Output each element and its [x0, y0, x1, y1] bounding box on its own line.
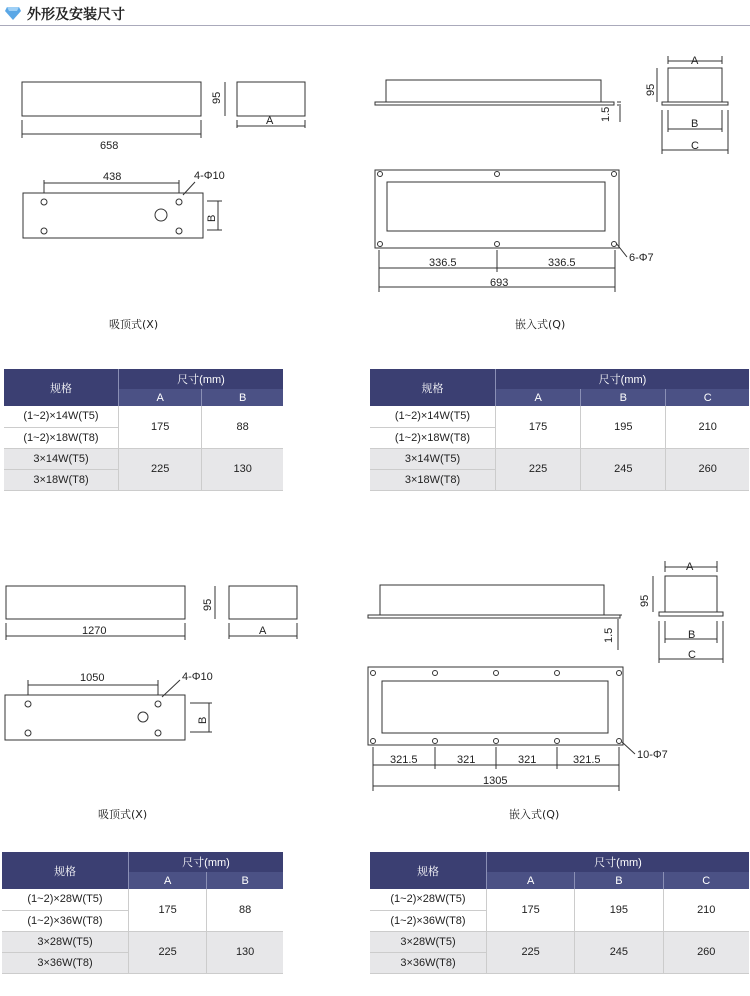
recessed-drawing-1: [365, 50, 750, 295]
col-a-header: A: [487, 872, 575, 889]
col-spec-header: 规格: [370, 852, 487, 889]
value-b: 88: [207, 889, 283, 931]
table-row: [2, 889, 283, 910]
table-row: [4, 406, 283, 427]
col-size-header: 尺寸(mm): [496, 369, 750, 389]
spec-cell: 3×14W(T5): [404, 452, 461, 465]
value-a: 225: [487, 931, 575, 973]
hole-spec: 4-Φ10: [194, 170, 225, 182]
section-header: [0, 0, 750, 26]
dim-side-a: A: [266, 115, 274, 127]
value-b: 130: [207, 931, 283, 973]
spec-cell: 3×36W(T8): [400, 956, 456, 969]
col-spec-header: 规格: [370, 369, 496, 406]
table-row: [4, 448, 283, 469]
spec-cell: (1~2)×28W(T5): [390, 893, 466, 906]
dim-hole-span: 438: [103, 171, 122, 183]
spec-cell: 3×14W(T5): [33, 452, 89, 465]
col-spec-header: 规格: [2, 852, 129, 889]
value-a: 175: [129, 889, 207, 931]
value-c: 260: [666, 448, 749, 490]
table-row: [2, 931, 283, 952]
value-c: 210: [663, 889, 749, 931]
dim-height: 95: [202, 598, 214, 611]
dim-total: 1305: [483, 775, 508, 787]
value-c: 210: [666, 406, 749, 448]
dim-seg-2: 336.5: [548, 257, 576, 269]
spec-cell: 3×36W(T8): [37, 956, 93, 969]
dim-seg-1: 321.5: [390, 754, 418, 766]
dim-side-a: A: [259, 625, 267, 637]
hole-spec: 6-Φ7: [629, 252, 654, 264]
value-b: 245: [575, 931, 663, 973]
value-a: 175: [119, 406, 202, 448]
table-row: [370, 889, 749, 910]
col-a-header: A: [129, 872, 207, 889]
spec-cell: 3×28W(T5): [400, 935, 456, 948]
dim-c: C: [688, 649, 696, 661]
dim-height: 95: [639, 594, 651, 607]
table-row: [370, 406, 749, 427]
value-a: 225: [119, 448, 202, 490]
col-spec-header: 规格: [4, 369, 119, 406]
dim-seg-3: 321: [518, 754, 537, 766]
col-c-header: C: [666, 389, 749, 406]
table-row: [370, 448, 749, 469]
dim-hole-span: 1050: [80, 672, 105, 684]
col-size-header: 尺寸(mm): [119, 369, 284, 389]
dim-b: B: [691, 118, 699, 130]
value-b: 130: [202, 448, 283, 490]
value-c: 260: [663, 931, 749, 973]
spec-cell: (1~2)×18W(T8): [394, 431, 471, 444]
spec-table-surface-2: [2, 852, 283, 974]
dim-seg-2: 321: [457, 754, 476, 766]
value-a: 175: [496, 406, 581, 448]
col-a-header: A: [496, 389, 581, 406]
spec-table-recessed-1: [370, 369, 749, 491]
col-size-header: 尺寸(mm): [487, 852, 750, 872]
value-b: 88: [202, 406, 283, 448]
hole-spec: 10-Φ7: [637, 749, 668, 761]
section-title: 外形及安装尺寸: [27, 7, 125, 23]
value-b: 245: [581, 448, 666, 490]
value-b: 195: [581, 406, 666, 448]
dim-flange: 1.5: [603, 627, 615, 643]
surface-mount-drawing-2: [0, 570, 330, 750]
value-a: 175: [487, 889, 575, 931]
value-a: 225: [496, 448, 581, 490]
recessed-caption-1: 嵌入式(Q): [515, 318, 566, 331]
hole-spec: 4-Φ10: [182, 671, 213, 683]
dim-c: C: [691, 140, 699, 152]
spec-cell: (1~2)×36W(T8): [27, 914, 103, 927]
dim-hole-b: B: [206, 214, 218, 222]
spec-cell: 3×18W(T8): [404, 473, 461, 486]
col-b-header: B: [202, 389, 283, 406]
dim-length: 658: [100, 140, 119, 152]
dim-height: 95: [211, 91, 223, 104]
dim-total: 693: [490, 277, 509, 289]
col-c-header: C: [663, 872, 749, 889]
recessed-caption-2: 嵌入式(Q): [509, 808, 560, 821]
col-a-header: A: [119, 389, 202, 406]
surface-caption-1: 吸顶式(X): [109, 318, 159, 331]
spec-cell: (1~2)×18W(T8): [23, 431, 99, 444]
spec-cell: 3×18W(T8): [33, 473, 89, 486]
spec-cell: (1~2)×36W(T8): [390, 914, 466, 927]
spec-table-recessed-2: [370, 852, 749, 974]
diamond-icon: [5, 4, 21, 20]
spec-cell: (1~2)×28W(T5): [27, 893, 103, 906]
surface-caption-2: 吸顶式(X): [98, 808, 148, 821]
value-a: 225: [129, 931, 207, 973]
spec-cell: (1~2)×14W(T5): [23, 410, 99, 423]
spec-cell: 3×28W(T5): [37, 935, 93, 948]
col-size-header: 尺寸(mm): [129, 852, 284, 872]
dim-b: B: [688, 629, 696, 641]
dim-a: A: [691, 55, 699, 67]
dim-length: 1270: [82, 625, 107, 637]
header-divider: [0, 25, 750, 26]
spec-table-surface-1: [4, 369, 283, 491]
recessed-drawing-2: [360, 555, 750, 800]
dim-height: 95: [645, 83, 657, 96]
dim-seg-1: 336.5: [429, 257, 457, 269]
spec-cell: (1~2)×14W(T5): [394, 410, 471, 423]
dim-hole-b: B: [197, 716, 209, 724]
dim-a: A: [686, 561, 694, 573]
surface-mount-drawing-1: [0, 60, 320, 250]
col-b-header: B: [575, 872, 663, 889]
value-b: 195: [575, 889, 663, 931]
col-b-header: B: [581, 389, 666, 406]
table-row: [370, 931, 749, 952]
dim-seg-4: 321.5: [573, 754, 601, 766]
col-b-header: B: [207, 872, 283, 889]
dim-flange: 1.5: [600, 106, 612, 122]
